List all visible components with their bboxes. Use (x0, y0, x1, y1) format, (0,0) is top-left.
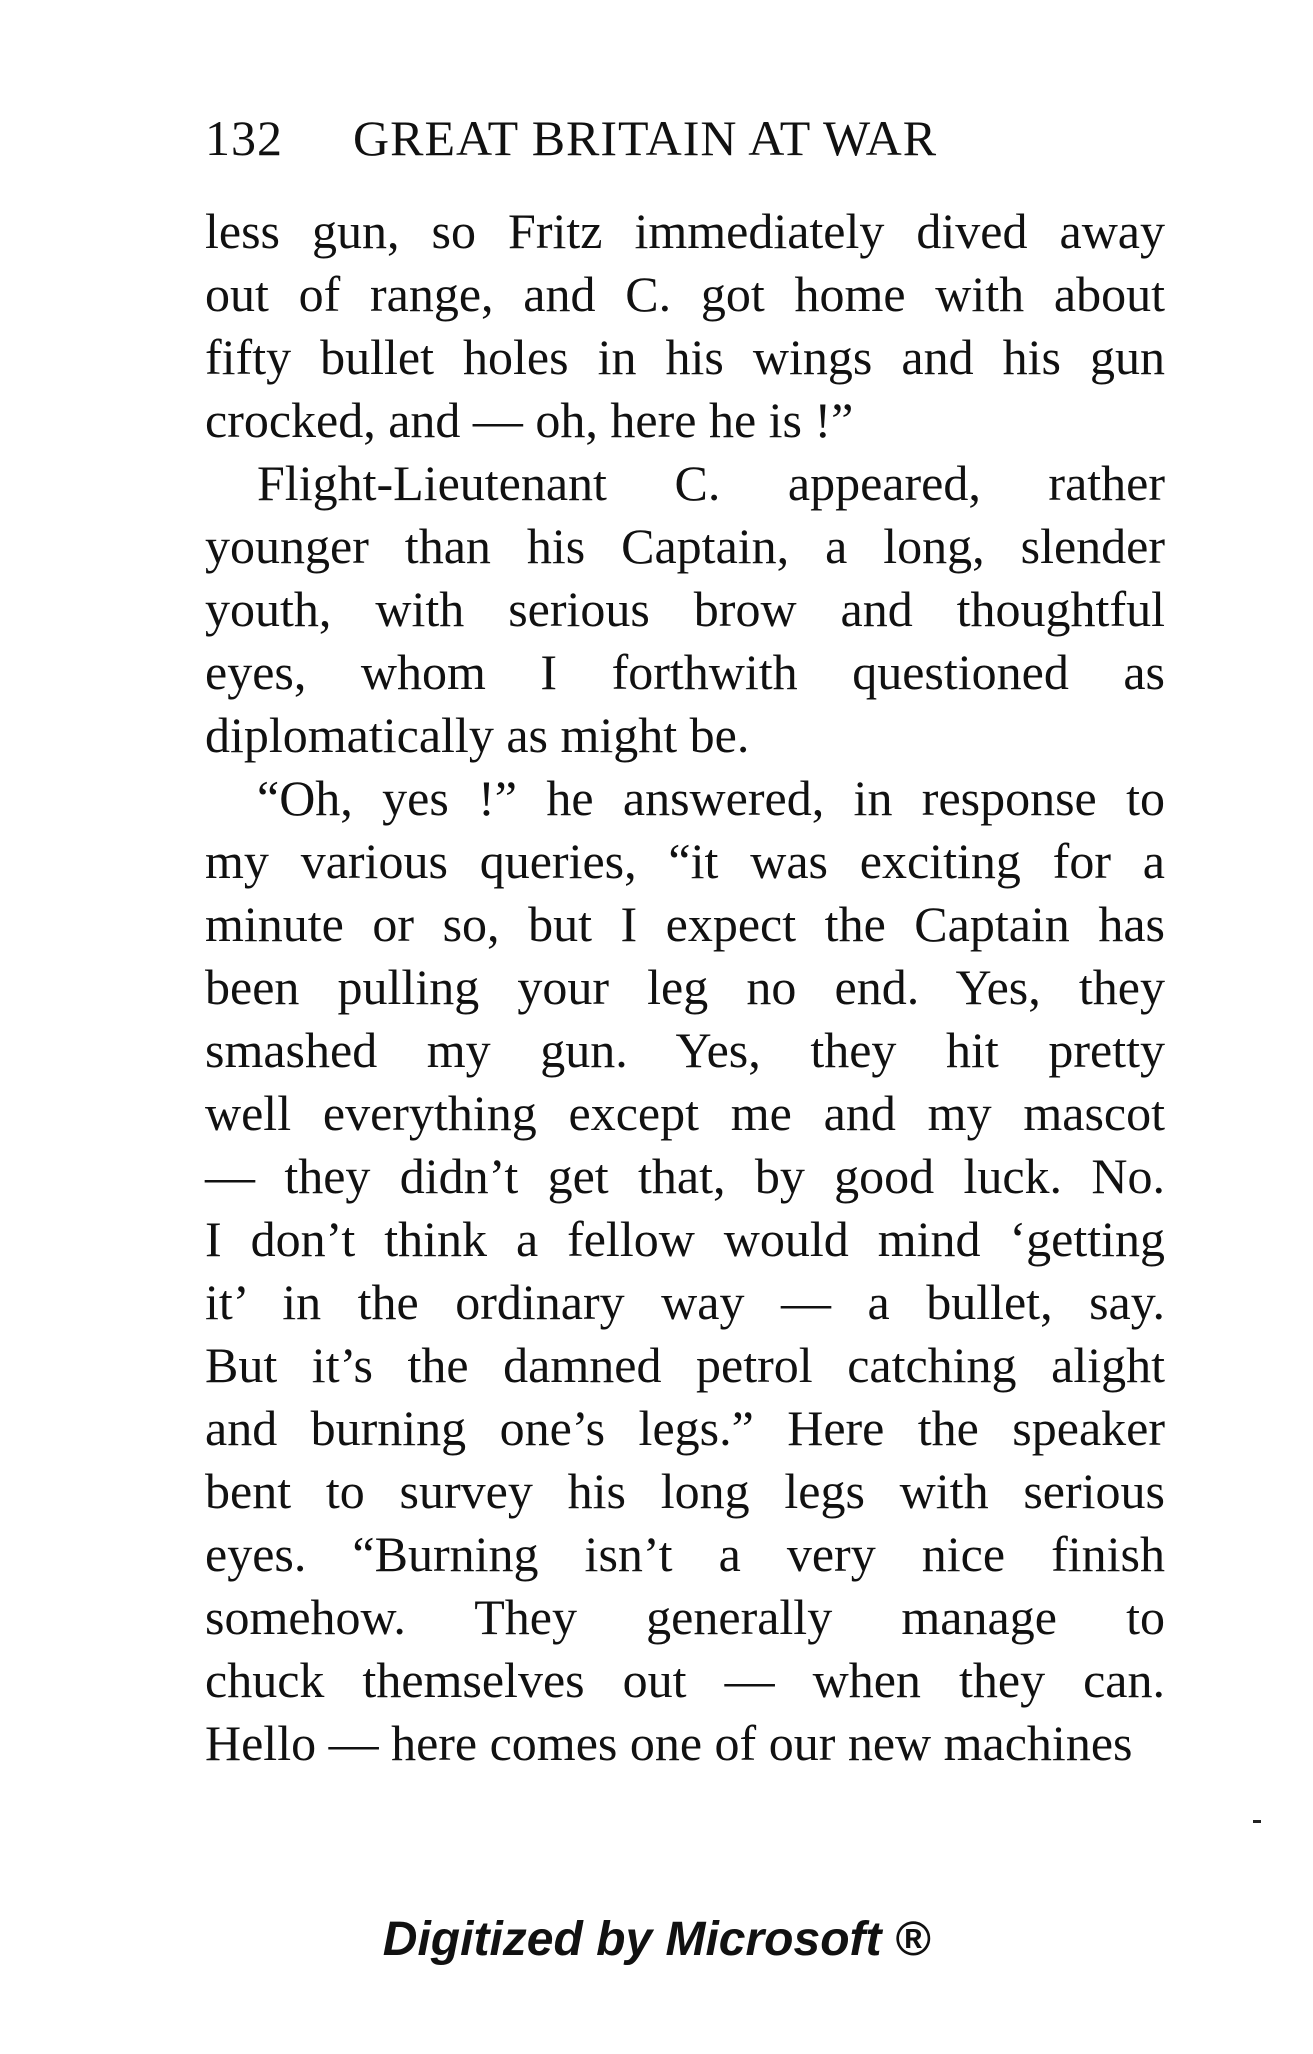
text-line: it’ in the ordinary way — a bullet, say. (205, 1274, 1165, 1330)
text-line: Hello — here comes one of our new machines (205, 1715, 1133, 1771)
text-line: crocked, and — oh, here he is !” (205, 392, 854, 448)
digitization-notice: Digitized by Microsoft ® (382, 1913, 931, 1966)
text-line: bent to survey his long legs with serious (205, 1463, 1165, 1519)
text-line: But it’s the damned petrol catching alight (205, 1337, 1165, 1393)
text-line: younger than his Captain, a long, slender (205, 518, 1165, 574)
text-line: “Oh, yes !” he answered, in response to (257, 770, 1165, 826)
text-line: my various queries, “it was exciting for a (205, 833, 1165, 889)
text-line: chuck themselves out — when they can. (205, 1652, 1165, 1708)
running-header (205, 108, 1165, 168)
text-line: diplomatically as might be. (205, 707, 750, 763)
text-line: — they didn’t get that, by good luck. No. (205, 1148, 1165, 1204)
text-line: somehow. They generally manage to (205, 1589, 1165, 1645)
text-line: fifty bullet holes in his wings and his gun (205, 329, 1165, 385)
text-line: eyes. “Burning isn’t a very nice finish (205, 1526, 1165, 1582)
text-line: less gun, so Fritz immediately dived away (205, 203, 1165, 259)
text-line: and burning one’s legs.” Here the speaker (205, 1400, 1165, 1456)
page-number: 132 (205, 110, 283, 166)
text-line: been pulling your leg no end. Yes, they (205, 959, 1165, 1015)
text-line: smashed my gun. Yes, they hit pretty (205, 1022, 1165, 1078)
text-line: eyes, whom I forthwith questioned as (205, 644, 1165, 700)
text-line: Flight-Lieutenant C. appeared, rather (257, 455, 1165, 511)
text-line: well everything except me and my mascot (205, 1085, 1165, 1141)
text-line: minute or so, but I expect the Captain has (205, 896, 1165, 952)
body-text (205, 200, 1165, 1775)
text-line: I don’t think a fellow would mind ‘getting (205, 1211, 1165, 1267)
scan-speck (1253, 1820, 1261, 1823)
text-line: youth, with serious brow and thoughtful (205, 581, 1165, 637)
running-title: GREAT BRITAIN AT WAR (353, 110, 938, 166)
text-line: out of range, and C. got home with about (205, 266, 1165, 322)
